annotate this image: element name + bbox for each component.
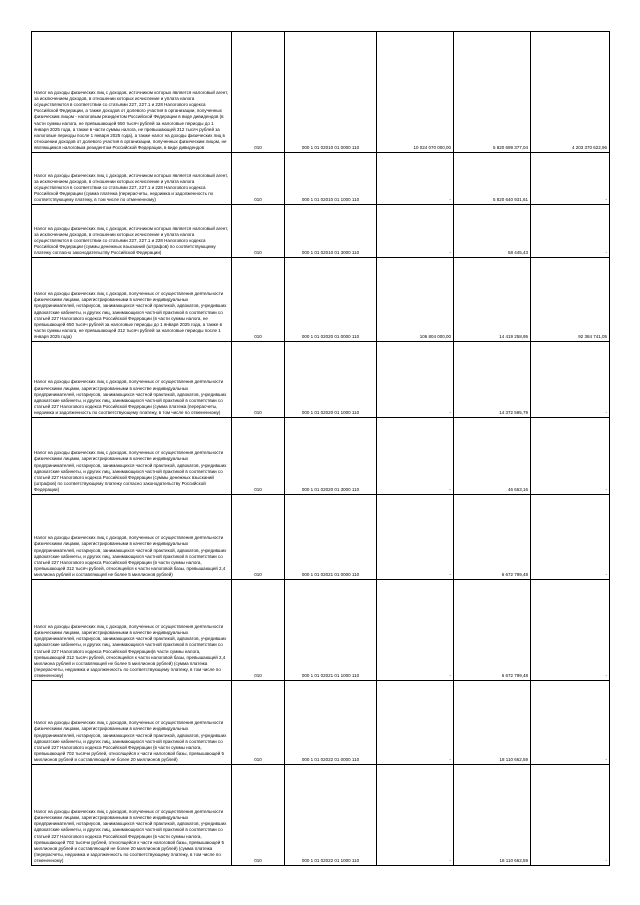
table-row	[32, 258, 610, 342]
table-row	[32, 681, 610, 765]
line-code-cell: 010	[232, 765, 285, 866]
approved-amount-cell: -	[377, 681, 454, 765]
budget-classification-code-cell: 000 1 01 02022 01 1000 110	[285, 765, 377, 866]
budget-report-table	[31, 31, 610, 866]
unexecuted-amount-cell: 92 384 741,05	[531, 258, 610, 342]
table-row	[32, 32, 610, 153]
approved-amount-cell: -	[377, 153, 454, 205]
budget-classification-code-cell: 000 1 01 02010 01 3000 110	[285, 205, 377, 258]
budget-classification-code-cell: 000 1 01 02022 01 0000 110	[285, 681, 377, 765]
budget-classification-code-cell: 000 1 01 02010 01 1000 110	[285, 153, 377, 205]
budget-classification-code-cell: 000 1 01 02021 01 0000 110	[285, 495, 377, 580]
unexecuted-amount-cell: -	[531, 342, 610, 418]
line-code-cell: 010	[232, 205, 285, 258]
table-row	[32, 495, 610, 580]
approved-amount-cell: 10 024 070 000,00	[377, 32, 454, 153]
unexecuted-amount-cell: -	[531, 495, 610, 580]
line-code-cell: 010	[232, 342, 285, 418]
executed-amount-cell: 6 672 799,48	[454, 495, 531, 580]
table-row	[32, 765, 610, 866]
income-name-cell: Налог на доходы физических лиц с доходов, источником которых является налоговый агент, за исключением доходов, в отношении которых исчисление и уплата налога осуществляются в соответствии со статьями 227, 227.1 и 228 Налогового кодекса Российской Федерации, а также доходов от долевого участия в организации, полученных физическим лицом - налоговым резидентом Российской Федерации в виде дивидендов (в части суммы налога, не превышающей 650 тысяч рублей за налоговые периоды до 1 января 2025 года, а также в части суммы налога, не превышающей 312 тысяч рублей за налоговые периоды после 1 января 2025 года), а также налог на доходы физических лиц в отношении доходов от долевого участия в организации, полученных физическим лицом, не являющимся налоговым резидентом Российской Федерации, в виде дивидендов	[32, 32, 232, 153]
line-code-cell: 010	[232, 32, 285, 153]
income-name-cell: Налог на доходы физических лиц с доходов, полученных от осуществления деятельности физическими лицами, зарегистрированными в качестве индивидуальных предпринимателей, нотариусов, занимающихся частной практикой, адвокатов, учредивших адвокатские кабинеты, и других лиц, занимающихся частной практикой в соответствии со статьей 227 Налогового кодекса Российской Федерации (в части суммы налога, превышающей 702 тысячи рублей, относящейся к части налоговой базы, превышающей 5 миллионов рублей и составляющей не более 20 миллионов рублей)	[32, 681, 232, 765]
line-code-cell: 010	[232, 258, 285, 342]
approved-amount-cell: -	[377, 205, 454, 258]
unexecuted-amount-cell: -	[531, 765, 610, 866]
unexecuted-amount-cell: -	[531, 153, 610, 205]
executed-amount-cell: 58 445,43	[454, 205, 531, 258]
executed-amount-cell: 5 820 640 931,61	[454, 153, 531, 205]
executed-amount-cell: 14 419 258,95	[454, 258, 531, 342]
table-row	[32, 342, 610, 418]
line-code-cell: 010	[232, 153, 285, 205]
approved-amount-cell: -	[377, 580, 454, 681]
budget-classification-code-cell: 000 1 01 02020 01 1000 110	[285, 342, 377, 418]
income-name-cell: Налог на доходы физических лиц с доходов, полученных от осуществления деятельности физическими лицами, зарегистрированными в качестве индивидуальных предпринимателей, нотариусов, занимающихся частной практикой, адвокатов, учредивших адвокатские кабинеты, и других лиц, занимающихся частной практикой в соответствии со статьей 227 Налогового кодекса Российской Федерации(в части суммы налога, превышающей 312 тысяч рублей, относящейся к части налоговой базы, превышающей 2,4 миллиона рублей и составляющей не более 5 миллионов рублей) (сумма платежа (перерасчеты, недоимка и задолженность по соответствующему платежу, в том числе по отмененному)	[32, 580, 232, 681]
unexecuted-amount-cell: 4 203 370 622,96	[531, 32, 610, 153]
executed-amount-cell: 6 672 799,48	[454, 580, 531, 681]
executed-amount-cell: 18 110 662,59	[454, 765, 531, 866]
budget-classification-code-cell: 000 1 01 02021 01 1000 110	[285, 580, 377, 681]
income-name-cell: Налог на доходы физических лиц с доходов, полученных от осуществления деятельности физическими лицами, зарегистрированными в качестве индивидуальных предпринимателей, нотариусов, занимающихся частной практикой, адвокатов, учредивших адвокатские кабинеты, и других лиц, занимающихся частной практикой в соответствии со статьей 227 Налогового кодекса Российской Федерации (сумма платежа (перерасчеты, недоимка и задолженность по соответствующему платежу, в том числе по отмененному)	[32, 342, 232, 418]
budget-classification-code-cell: 000 1 01 02010 01 0000 110	[285, 32, 377, 153]
income-name-cell: Налог на доходы физических лиц с доходов, полученных от осуществления деятельности физическими лицами, зарегистрированными в качестве индивидуальных предпринимателей, нотариусов, занимающихся частной практикой, адвокатов, учредивших адвокатские кабинеты, и других лиц, занимающихся частной практикой в соответствии со статьей 227 Налогового кодекса Российской Федерации (в части суммы налога, превышающей 702 тысячи рублей, относящейся к части налоговой базы, превышающей 5 миллионов рублей и составляющей не более 20 миллионов рублей) (сумма платежа (перерасчеты, недоимка и задолженность по соответствующему платежу, в том числе по отмененному)	[32, 765, 232, 866]
line-code-cell: 010	[232, 418, 285, 495]
unexecuted-amount-cell: -	[531, 681, 610, 765]
income-name-cell: Налог на доходы физических лиц с доходов, источником которых является налоговый агент, за исключением доходов, в отношении которых исчисление и уплата налога осуществляются в соответствии со статьями 227, 227.1 и 228 Налогового кодекса Российской Федерации (суммы денежных взысканий (штрафов) по соответствующему платежу согласно законодательству Российской Федерации)	[32, 205, 232, 258]
approved-amount-cell: 106 804 000,00	[377, 258, 454, 342]
unexecuted-amount-cell: -	[531, 580, 610, 681]
line-code-cell: 010	[232, 580, 285, 681]
approved-amount-cell: -	[377, 495, 454, 580]
table-row	[32, 580, 610, 681]
report-table-body	[32, 32, 610, 866]
approved-amount-cell: -	[377, 418, 454, 495]
executed-amount-cell: 18 110 662,59	[454, 681, 531, 765]
table-row	[32, 153, 610, 205]
line-code-cell: 010	[232, 681, 285, 765]
income-name-cell: Налог на доходы физических лиц с доходов, полученных от осуществления деятельности физическими лицами, зарегистрированными в качестве индивидуальных предпринимателей, нотариусов, занимающихся частной практикой, адвокатов, учредивших адвокатские кабинеты, и других лиц, занимающихся частной практикой в соответствии со статьей 227 Налогового кодекса Российской Федерации (суммы денежных взысканий (штрафов) по соответствующему платежу согласно законодательству Российской Федерации)	[32, 418, 232, 495]
income-name-cell: Налог на доходы физических лиц с доходов, полученных от осуществления деятельности физическими лицами, зарегистрированными в качестве индивидуальных предпринимателей, нотариусов, занимающихся частной практикой, адвокатов, учредивших адвокатские кабинеты, и других лиц, занимающихся частной практикой в соответствии со статьей 227 Налогового кодекса Российской Федерации (в части суммы налога, превышающей 312 тысяч рублей, относящейся к части налоговой базы, превышающей 2,4 миллиона рублей и составляющей не более 5 миллионов рублей)	[32, 495, 232, 580]
income-name-cell: Налог на доходы физических лиц с доходов, источником которых является налоговый агент, за исключением доходов, в отношении которых исчисление и уплата налога осуществляются в соответствии со статьями 227, 227.1 и 228 Налогового кодекса Российской Федерации (сумма платежа (перерасчеты, недоимка и задолженность по соответствующему платежу, в том числе по отмененному)	[32, 153, 232, 205]
line-code-cell: 010	[232, 495, 285, 580]
approved-amount-cell: -	[377, 765, 454, 866]
unexecuted-amount-cell: -	[531, 418, 610, 495]
income-name-cell: Налог на доходы физических лиц с доходов, полученных от осуществления деятельности физическими лицами, зарегистрированными в качестве индивидуальных предпринимателей, нотариусов, занимающихся частной практикой, адвокатов, учредивших адвокатские кабинеты, и других лиц, занимающихся частной практикой в соответствии со статьей 227 Налогового кодекса Российской Федерации (в части суммы налога, не превышающей 650 тысяч рублей за налоговые периоды до 1 января 2025 года, а также в части суммы налога, не превышающей 312 тысяч рублей за налоговые периоды после 1 января 2025 года)	[32, 258, 232, 342]
table-row	[32, 205, 610, 258]
approved-amount-cell: -	[377, 342, 454, 418]
executed-amount-cell: 46 663,16	[454, 418, 531, 495]
executed-amount-cell: 14 372 595,79	[454, 342, 531, 418]
budget-classification-code-cell: 000 1 01 02020 01 3000 110	[285, 418, 377, 495]
executed-amount-cell: 5 820 699 377,04	[454, 32, 531, 153]
unexecuted-amount-cell: -	[531, 205, 610, 258]
budget-classification-code-cell: 000 1 01 02020 01 0000 110	[285, 258, 377, 342]
table-row	[32, 418, 610, 495]
